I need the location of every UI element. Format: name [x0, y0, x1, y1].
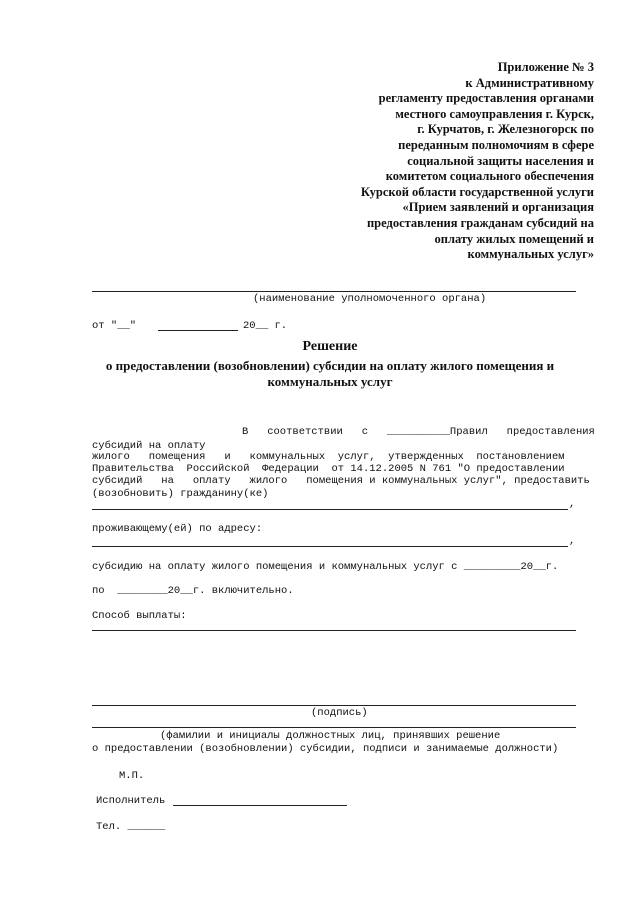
address-label: проживающему(ей) по адресу: — [92, 523, 263, 535]
payment-method-label: Способ выплаты: — [92, 610, 187, 622]
appendix-line: местного самоуправления г. Курск, — [395, 106, 594, 121]
document-title: Решение — [302, 339, 358, 354]
officials-caption-line1: (фамилии и инициалы должностных лиц, принявших решение — [160, 730, 501, 742]
signature-caption: (подпись) — [311, 707, 368, 719]
executor-label: Исполнитель — [96, 795, 166, 807]
paragraph-line-5: субсидий на оплату жилого помещения и коммунальных услуг", предоставить — [92, 475, 590, 487]
appendix-line: предоставления гражданам субсидий на — [366, 215, 594, 230]
date-year: 20__ г. — [243, 320, 288, 332]
org-name-line — [92, 291, 576, 292]
appendix-line: переданным полномочиям в сфере — [398, 137, 594, 152]
payment-method-line — [92, 630, 576, 631]
paragraph-line-1: В соответствии с __________Правил предоставления — [242, 426, 595, 438]
officials-caption-line2: о предоставлении (возобновлении) субсидии, подписи и занимаемые должности) — [92, 743, 559, 755]
subsidy-from-line: субсидию на оплату жилого помещения и коммунальных услуг с _________20__г. — [92, 561, 559, 573]
appendix-line: Курской области государственной услуги — [360, 184, 594, 199]
appendix-line: коммунальных услуг» — [467, 247, 594, 262]
comma-2: , — [569, 535, 576, 547]
executor-line — [173, 805, 347, 806]
paragraph-line-3: жилого помещения и коммунальных услуг, утвержденных постановлением — [92, 451, 565, 463]
appendix-line: регламенту предоставления органами — [378, 91, 594, 106]
appendix-line: к Административному — [465, 75, 594, 90]
appendix-line: г. Курчатов, г. Железногорск по — [417, 122, 594, 137]
document-subtitle-line1: о предоставлении (возобновлении) субсидии на оплату жилого помещения и — [105, 358, 555, 373]
appendix-line: «Прием заявлений и организация — [402, 200, 594, 215]
appendix-line: Приложение № 3 — [497, 60, 594, 74]
appendix-line: оплату жилых помещений и — [434, 231, 594, 246]
comma-1: , — [569, 498, 576, 510]
appendix-line: комитетом социального обеспечения — [385, 169, 594, 184]
appendix-header — [294, 60, 594, 263]
phone-label: Тел. ______ — [96, 821, 166, 833]
signature-line — [92, 705, 576, 706]
officials-line — [92, 727, 576, 728]
paragraph-line-4: Правительства Российской Федерации от 14.12.2005 N 761 "О предоставлении — [92, 463, 565, 475]
subsidy-until-line: по ________20__г. включительно. — [92, 585, 294, 597]
org-caption: (наименование уполномоченного органа) — [253, 293, 487, 305]
date-month-line — [158, 330, 238, 331]
appendix-line: социальной защиты населения и — [407, 153, 594, 168]
document-subtitle-line2: коммунальных услуг — [267, 374, 393, 389]
paragraph-line-2: субсидий на оплату — [92, 440, 206, 452]
citizen-name-line — [92, 509, 568, 510]
stamp-label: М.П. — [119, 770, 145, 782]
paragraph-line-6: (возобновить) гражданину(ке) — [92, 488, 269, 500]
date-from: от "__" — [92, 320, 137, 332]
address-line — [92, 546, 568, 547]
